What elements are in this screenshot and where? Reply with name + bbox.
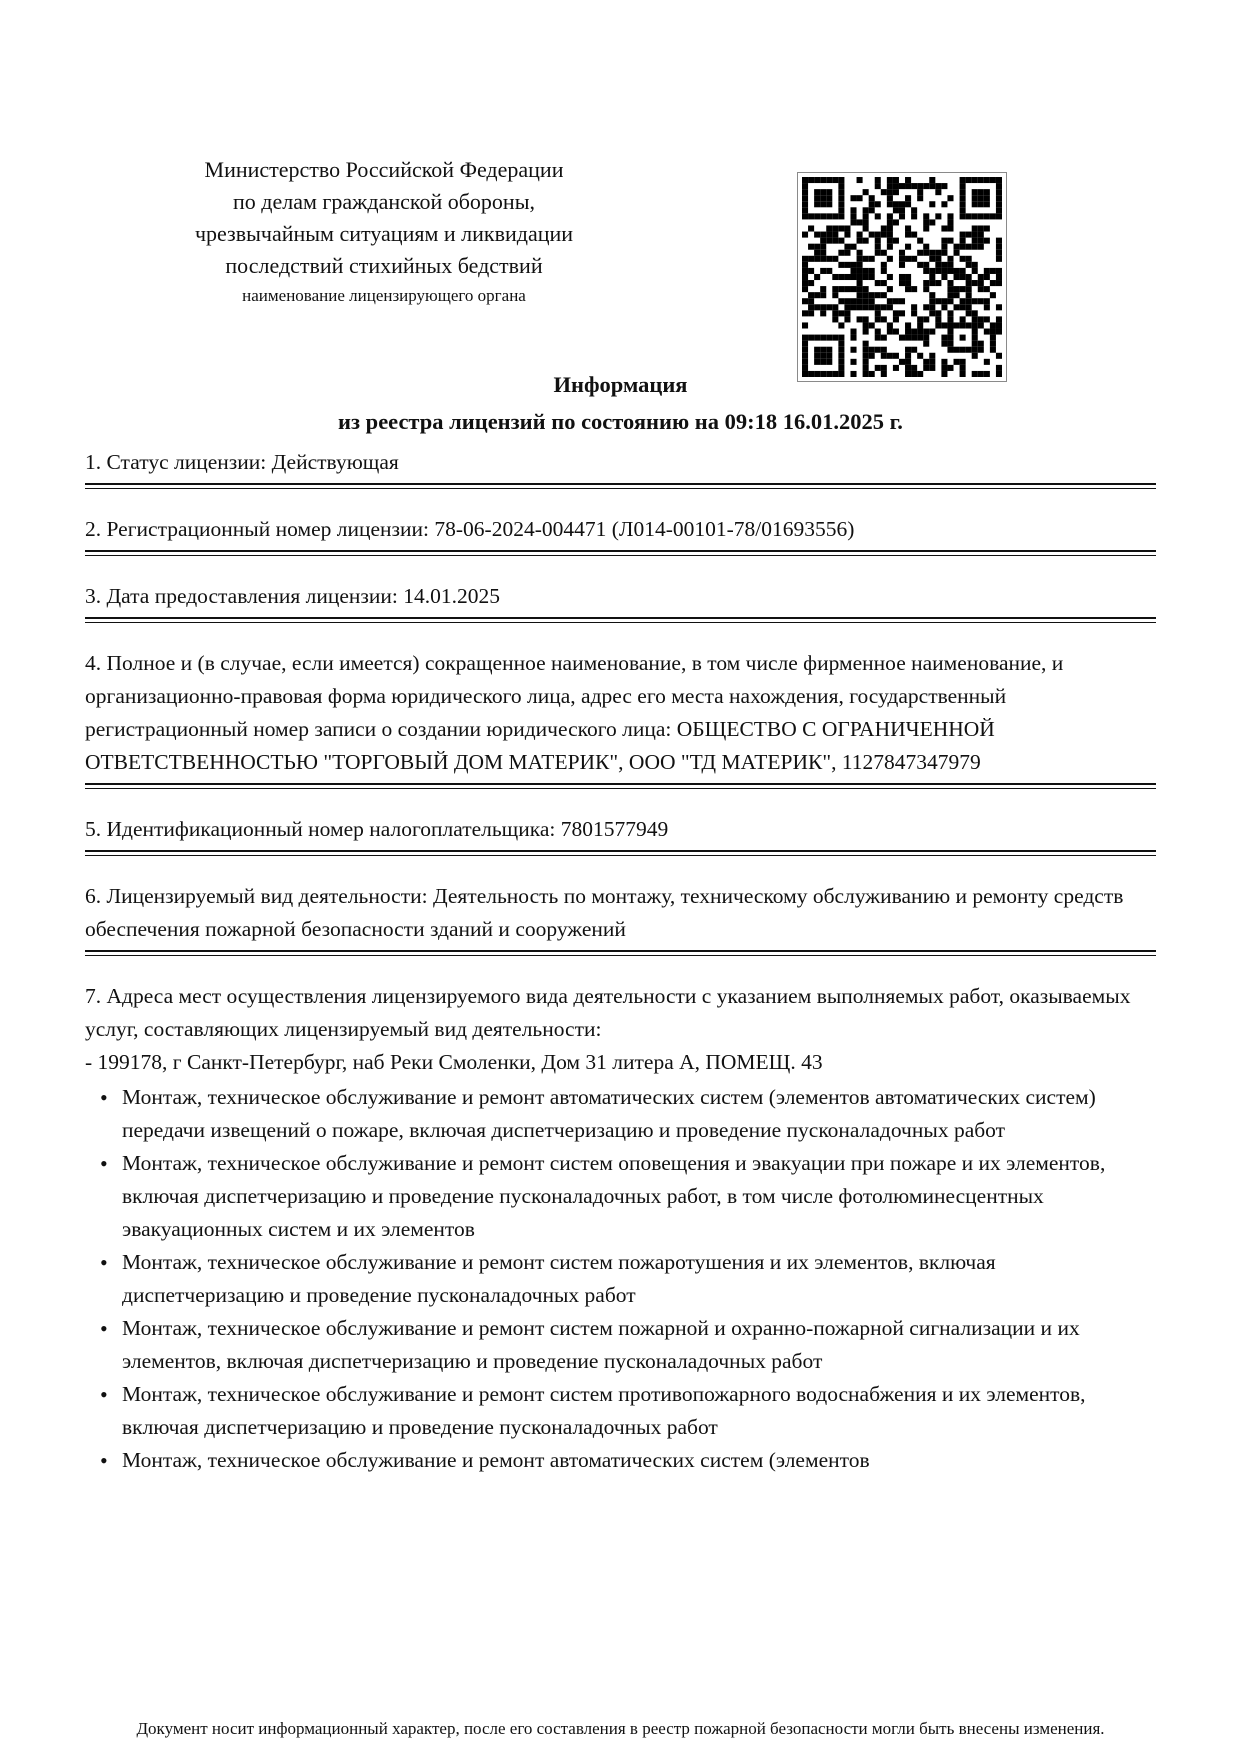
work-item-text: Монтаж, техническое обслуживание и ремонт систем противопожарного водоснабжения и их элементов, включая диспетчеризацию и проведение пусконаладочных работ — [122, 1382, 1086, 1439]
bullet-icon: • — [100, 1151, 108, 1176]
bullet-icon: • — [100, 1448, 108, 1473]
work-item-text: Монтаж, техническое обслуживание и ремонт автоматических систем (элементов автоматических систем) передачи извещений о пожаре, включая диспетчеризацию и проведение пусконаладочных работ — [122, 1085, 1096, 1142]
work-item — [85, 1147, 1156, 1246]
work-item-text: Монтаж, техническое обслуживание и ремонт систем оповещения и эвакуации при пожаре и их элементов, включая диспетчеризацию и проведение пусконаладочных работ, в том числе фотолюминесцентных эвакуационных систем и их элементов — [122, 1151, 1106, 1241]
bullet-icon: • — [100, 1316, 108, 1341]
document-title — [85, 366, 1156, 440]
organization-name-item — [85, 647, 1156, 789]
license-status-text: 1. Статус лицензии: Действующая — [85, 450, 399, 474]
ministry-name-line: последствий стихийных бедствий — [225, 253, 543, 278]
ministry-name-line: по делам гражданской обороны, — [233, 189, 535, 214]
document-title-line2: из реестра лицензий по состоянию на 09:18 16.01.2025 г. — [338, 409, 903, 434]
bullet-icon: • — [100, 1250, 108, 1275]
organization-name-text: 4. Полное и (в случае, если имеется) сокращенное наименование, в том числе фирменное наименование, и организационно-правовая форма юридического лица, адрес его места нахождения, государственный регистрационный номер записи о создании юридического лица: ОБЩЕСТВО С ОГРАНИЧЕННОЙ ОТВЕТСТВЕННОСТЬЮ "ТОРГОВЫЙ ДОМ МАТЕРИК", ООО "ТД МАТЕРИК", 1127847347979 — [85, 651, 1064, 774]
work-item — [85, 1246, 1156, 1312]
licensing-authority-block — [88, 154, 680, 307]
grant-date-item — [85, 580, 1156, 623]
taxpayer-id-text: 5. Идентификационный номер налогоплательщика: 7801577949 — [85, 817, 669, 841]
separator-rule — [85, 950, 1156, 956]
separator-rule — [85, 783, 1156, 789]
activity-addresses-text: 7. Адреса мест осуществления лицензируемого вида деятельности с указанием выполняемых работ, оказываемых услуг, составляющих лицензируемый вид деятельности: — [85, 984, 1131, 1041]
license-status-item — [85, 446, 1156, 489]
work-item — [85, 1081, 1156, 1147]
taxpayer-id-item — [85, 813, 1156, 856]
activity-addresses-item — [85, 980, 1156, 1477]
bullet-icon: • — [100, 1382, 108, 1407]
registration-number-text: 2. Регистрационный номер лицензии: 78-06-2024-004471 (Л014-00101-78/01693556) — [85, 517, 855, 541]
licensed-activity-text: 6. Лицензируемый вид деятельности: Деятельность по монтажу, техническому обслуживанию и ремонту средств обеспечения пожарной безопасности зданий и сооружений — [85, 884, 1124, 941]
separator-rule — [85, 483, 1156, 489]
registration-number-item — [85, 513, 1156, 556]
license-details — [85, 446, 1156, 1477]
work-item-text: Монтаж, техническое обслуживание и ремонт автоматических систем (элементов — [122, 1448, 870, 1472]
qr-code-pattern — [802, 177, 1002, 377]
work-item — [85, 1378, 1156, 1444]
separator-rule — [85, 550, 1156, 556]
work-item-text: Монтаж, техническое обслуживание и ремонт систем пожарной и охранно-пожарной сигнализации и их элементов, включая диспетчеризацию и проведение пусконаладочных работ — [122, 1316, 1080, 1373]
authority-caption: наименование лицензирующего органа — [242, 286, 526, 305]
bullet-icon: • — [100, 1085, 108, 1110]
disclaimer-text: Документ носит информационный характер, после его составления в реестр пожарной безопасности могли быть внесены изменения. — [136, 1719, 1105, 1738]
document-title-line1: Информация — [553, 372, 688, 397]
ministry-name-line: Министерство Российской Федерации — [204, 157, 564, 182]
work-item — [85, 1312, 1156, 1378]
separator-rule — [85, 617, 1156, 623]
activity-address: - 199178, г Санкт-Петербург, наб Реки Смоленки, Дом 31 литера А, ПОМЕЩ. 43 — [85, 1050, 823, 1074]
work-item-text: Монтаж, техническое обслуживание и ремонт систем пожаротушения и их элементов, включая диспетчеризацию и проведение пусконаладочных работ — [122, 1250, 996, 1307]
work-item — [85, 1444, 1156, 1477]
separator-rule — [85, 850, 1156, 856]
ministry-name-line: чрезвычайным ситуациям и ликвидации — [194, 221, 574, 246]
licensed-activity-item — [85, 880, 1156, 956]
works-list — [85, 1081, 1156, 1477]
qr-code-icon — [797, 172, 1007, 382]
grant-date-text: 3. Дата предоставления лицензии: 14.01.2025 — [85, 584, 501, 608]
